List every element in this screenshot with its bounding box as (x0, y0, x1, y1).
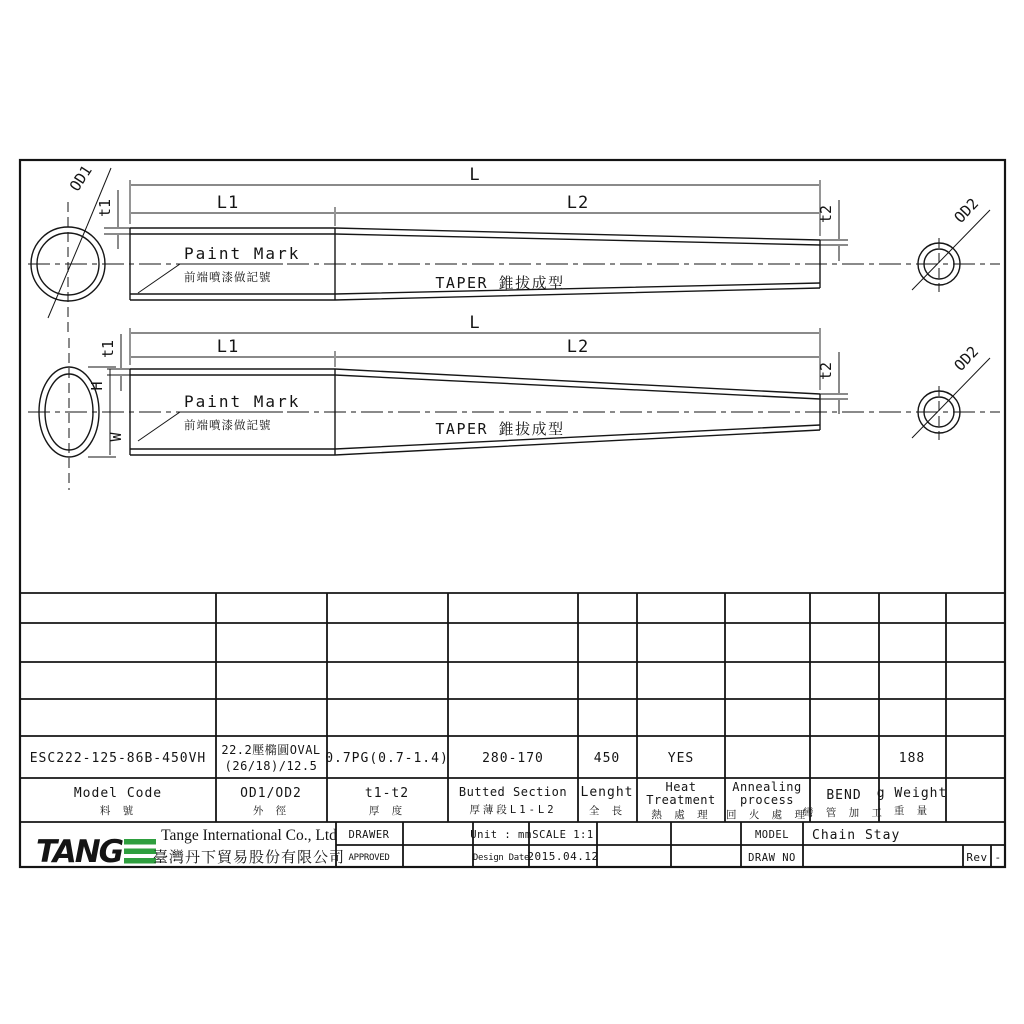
header-heat-zh: 熱 處 理 (651, 809, 711, 821)
rev-label: Rev (966, 851, 988, 864)
taper-label: TAPER 錐拔成型 (435, 274, 565, 292)
weight-value: 188 (898, 751, 926, 766)
dim-label-l2: L2 (566, 337, 590, 357)
header-weight-zh: 重 量 (893, 805, 931, 817)
dim-label-l2: L2 (566, 193, 590, 213)
dim-label-t1: t1 (96, 198, 114, 218)
dim-label-t1: t1 (99, 339, 117, 359)
od1-label: OD1 (65, 162, 96, 195)
dim-label-t2: t2 (817, 361, 835, 381)
approved-label: APPROVED (348, 853, 390, 863)
model-code-value: ESC222-125-86B-450VH (29, 751, 207, 766)
butted-section-value: 280-170 (482, 751, 544, 766)
rev-value: - (994, 851, 1002, 864)
header-butted-section-zh: 厚薄段L1-L2 (469, 804, 557, 816)
od-value-line2: (26/18)/12.5 (224, 759, 318, 773)
length-value: 450 (593, 751, 621, 766)
paint-mark-label-zh: 前端噴漆做記號 (184, 418, 272, 432)
header-thickness-zh: 厚 度 (368, 805, 406, 817)
title-block (36, 822, 1005, 870)
paint-mark-label-zh: 前端噴漆做記號 (184, 270, 272, 284)
logo-e-bar (124, 849, 156, 855)
dim-label-l1: L1 (216, 193, 240, 213)
dim-label-l: L (469, 313, 481, 333)
drawer-label: DRAWER (348, 829, 390, 841)
header-annealing-zh: 回 火 處 理 (726, 809, 808, 821)
header-bend-zh: 彎 管 加 工 (803, 807, 885, 819)
dim-label-h: H (88, 381, 106, 391)
od-value-line1: 22.2壓橢圓OVAL (221, 743, 321, 757)
model-label: MODEL (754, 829, 790, 841)
dim-label-t2: t2 (817, 204, 835, 224)
header-annealing-line1: Annealing (732, 780, 802, 794)
tube-side-view-2 (28, 313, 1000, 490)
dim-label-l: L (469, 165, 481, 185)
design-date-value: 2015.04.12 (527, 850, 599, 863)
header-annealing-line2: process (739, 793, 795, 807)
header-model-code: Model Code (73, 786, 163, 801)
paint-mark-label: Paint Mark (184, 244, 301, 263)
spec-table (20, 593, 1005, 822)
title-block-grid (336, 822, 1005, 867)
logo-e-bar (124, 839, 156, 845)
heat-treatment-value: YES (667, 751, 695, 766)
od2-label: OD2 (950, 194, 983, 227)
header-heat-line1: Heat (665, 780, 697, 794)
draw-no-label: DRAW NO (748, 852, 796, 864)
model-value: Chain Stay (812, 828, 901, 843)
taper-label: TAPER 錐拔成型 (435, 420, 565, 438)
dim-label-l1: L1 (216, 337, 240, 357)
header-weight: g Weight (876, 786, 948, 801)
header-bend: BEND (826, 788, 862, 803)
unit-label: Unit : mm (470, 829, 532, 841)
tube-side-view-1 (28, 162, 1000, 336)
dim-label-w: W (107, 432, 125, 442)
paint-mark-label: Paint Mark (184, 392, 301, 411)
header-length-zh: 全 長 (588, 805, 626, 817)
logo-text: TANG (36, 834, 123, 870)
tange-logo (36, 834, 156, 870)
od2-label: OD2 (950, 342, 983, 375)
header-length: Lenght (580, 785, 634, 800)
company-name-en: Tange International Co., Ltd (161, 827, 337, 844)
header-heat-line2: Treatment (646, 793, 716, 807)
header-thickness: t1-t2 (364, 786, 410, 801)
company-name-zh: 臺灣丹下貿易股份有限公司 (152, 850, 346, 866)
header-od: OD1/OD2 (240, 786, 302, 801)
thickness-value: 0.7PG(0.7-1.4) (325, 751, 449, 766)
scale-label: SCALE 1:1 (532, 829, 594, 841)
design-date-label: Design Date (472, 853, 530, 863)
logo-e-bar (124, 858, 156, 864)
header-od-zh: 外 徑 (252, 805, 290, 817)
header-model-code-zh: 料 號 (99, 805, 137, 817)
header-butted-section: Butted Section (458, 785, 568, 799)
